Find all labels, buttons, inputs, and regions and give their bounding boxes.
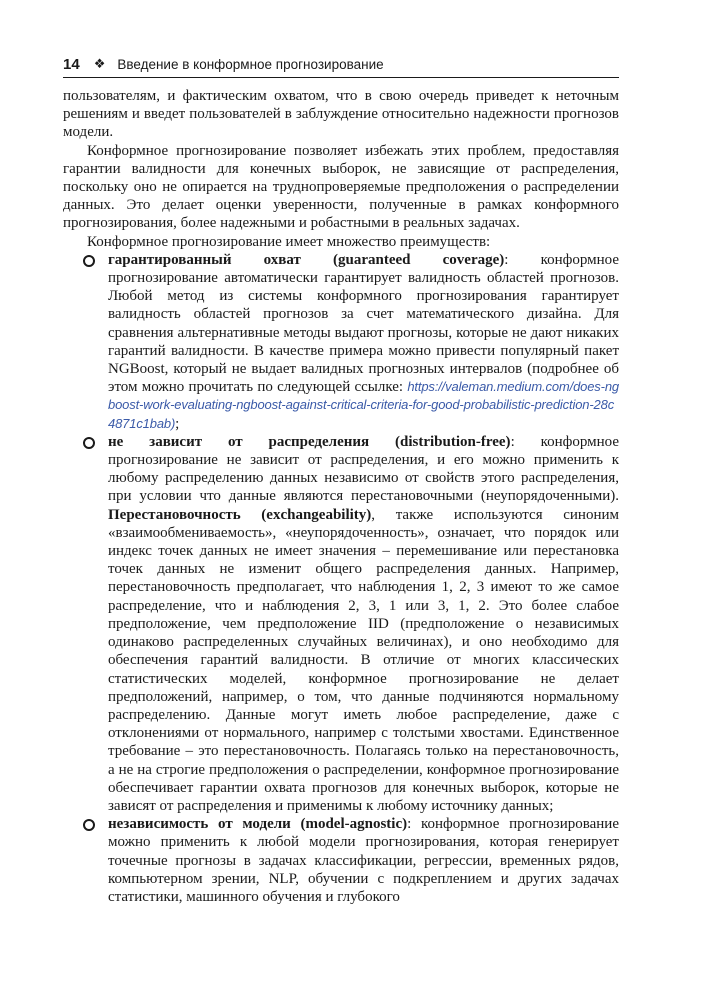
- advantages-list: [63, 251, 619, 906]
- item-text: : конформное прогнозирование можно применить к любой модели прогнозирования, которая генерирует точечные прогнозы в задачах классификации, регрессии, временных рядов, компьютерном зрении, NLP, обучении с подкреплением и других задачах статистики, машинного обучения и глубокого: [108, 816, 619, 905]
- item-text-continued: , также используются синоним «взаимообмениваемость», «неупорядоченность», означает, что порядок или индекс точек данных не имеет значения – перемешивание или перестановка точек данных не изменит общего распределения данных. Например, перестановочность предполагает, что наблюдения 1, 2, 3 имеют то же самое распределение, что и наблюдения 2, 3, 1 или 3, 1, 2. Это более слабое предположение, чем предположение IID (предположение о независимых одинаково распределенных случайных величинах), и оно необходимо для обеспечения гарантий валидности. В отличие от многих классических статистических моделей, конформное прогнозирование не делает предположений, например, о том, что данные подчиняются нормальному распределению. Данные могут иметь любое распределение, даже с отклонениями от нормального, например с толстыми хвостами. Единственное требование – это перестановочность. Полагаясь только на перестановочность, а не на строгие предположения о распределении, конформное прогнозирование обеспечивает гарантии охвата прогнозов для конечных выборок, которые не зависят от распределения и применимы к любому источнику данных;: [108, 506, 619, 814]
- item-text-end: ;: [175, 415, 180, 432]
- item-text: : конформное прогнозирование не зависит от распределения, и его можно применить к любому распределению данных независимо от свойств этого распределения, при условии что данные являются перестановочными (неупорядоченными).: [108, 433, 619, 505]
- list-item: [63, 815, 619, 906]
- term-distribution-free: не зависит от распределения (distribution-free): [108, 433, 511, 450]
- ornament-icon: ❖: [93, 56, 106, 71]
- term-guaranteed-coverage: гарантированный охват (guaranteed coverage): [108, 251, 505, 268]
- paragraph-1: пользователям, и фактическим охватом, что в свою очередь приведет к неточным решениям и введет пользователей в заблуждение относительно надежности прогнозов модели.: [63, 88, 619, 141]
- paragraph-3: Конформное прогнозирование имеет множество преимуществ:: [87, 233, 491, 250]
- term-exchangeability: Перестановочность (exchangeability): [108, 506, 372, 523]
- running-title: Введение в конформное прогнозирование: [117, 56, 384, 72]
- paragraph-2: Конформное прогнозирование позволяет избежать этих проблем, предоставляя гарантии валидности для конечных выборок, не зависящие от распределения, поскольку оно не опирается на труднопроверяемые предположения о распределении данных. Это делает оценки уверенности, полученные в рамках конформного прогнозирования, более надежными и робастными в реальных задачах.: [63, 142, 619, 232]
- list-item: [63, 251, 619, 433]
- running-header: [63, 52, 619, 76]
- item-text: : конформное прогнозирование автоматически гарантирует валидность областей прогнозов. Любой метод из системы конформного прогнозирования гарантирует валидность областей прогнозов за счет математического дизайна. Для сравнения альтернативные методы выдают прогнозы, которые не дают никаких гарантий валидности. В качестве примера можно привести популярный пакет NGBoost, который не выдает валидных прогнозных интервалов (подробнее об этом можно прочитать по следующей ссылке:: [108, 251, 619, 396]
- ngboost-article-link[interactable]: https://valeman.medium.com/does-ngboost-work-evaluating-ngboost-against-critical-criteria-for-good-probabilistic-prediction-28c4871c1bab): [108, 379, 619, 431]
- circle-bullet-icon: [83, 819, 95, 831]
- header-rule: [63, 77, 619, 78]
- list-item: [63, 433, 619, 815]
- page-number: 14: [63, 55, 80, 73]
- circle-bullet-icon: [83, 255, 95, 267]
- body-text: [63, 87, 619, 906]
- term-model-agnostic: независимость от модели (model-agnostic): [108, 816, 408, 833]
- circle-bullet-icon: [83, 437, 95, 449]
